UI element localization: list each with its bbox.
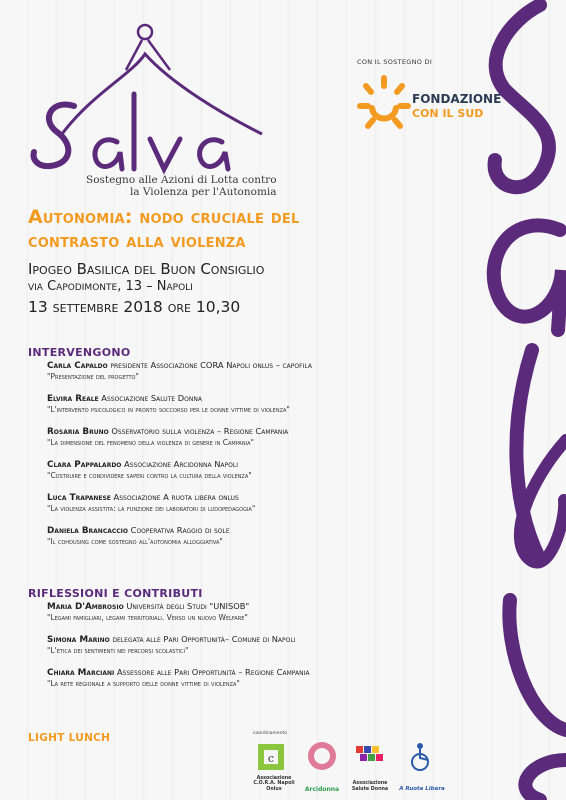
logo-subtitle <box>86 174 277 198</box>
speaker-talk: "Presentazione del progetto" <box>47 372 139 381</box>
speaker-role: Osservatorio sulla violenza – Regione Campania <box>111 426 289 436</box>
speaker-name: Chiara Marciani <box>47 668 115 678</box>
speaker-item <box>47 492 467 514</box>
arcidonna-logo-icon <box>298 738 346 778</box>
partner-logos <box>250 738 460 794</box>
speaker-name: Luca Trapanese <box>47 493 111 503</box>
speaker-role: Associazione Arcidonna Napoli <box>124 459 238 469</box>
speaker-talk: "La rete regionale a supporto delle donne vittime di violenza" <box>47 679 240 688</box>
sponsor-name-sub: CON IL SUD <box>412 107 484 120</box>
a-ruota-libera-logo <box>398 738 446 794</box>
speaker-item <box>47 525 467 547</box>
speaker-item <box>47 634 467 656</box>
partners-label: coordinamento <box>253 731 287 736</box>
event-title-line2: contrasto alla violenza <box>28 230 246 252</box>
section-heading-riflessioni: RIFLESSIONI E CONTRIBUTI <box>28 587 203 600</box>
speaker-name: Clara Pappalardo <box>47 460 122 470</box>
speaker-role: delegata alle Pari Opportunità– Comune di Napoli <box>112 634 296 644</box>
speaker-role: Università degli Studi "UNISOB" <box>126 601 250 611</box>
event-date: 13 settembre 2018 ore 10,30 <box>28 298 241 316</box>
speaker-item <box>47 667 467 689</box>
event-address: via Capodimonte, 13 – Napoli <box>28 279 193 294</box>
event-venue: Ipogeo Basilica del Buon Consiglio <box>28 260 265 278</box>
speaker-item <box>47 426 467 448</box>
speaker-role: Associazione A ruota libera onlus <box>113 492 239 502</box>
speaker-talk: "La dimensione del fenomeno della violenza di genere in Campania" <box>47 438 254 447</box>
speaker-talk: "Costruire e condividere saperi contro la cultura della violenza" <box>47 471 252 480</box>
salute-donna-caption: Associazione Salute Donna <box>351 781 389 792</box>
logo-subtitle-line2: la Violenza per l'Autonomia <box>129 186 277 198</box>
svg-text:c: c <box>267 752 275 765</box>
logo-subtitle-line1: Sostegno alle Azioni di Lotta contro <box>86 174 277 186</box>
speaker-item <box>47 360 467 382</box>
event-title <box>28 205 458 253</box>
speaker-role: Assessore alle Pari Opportunità – Regione Campania <box>116 667 310 677</box>
speaker-name: Simona Marino <box>47 635 110 645</box>
sponsor-name: FONDAZIONE <box>412 92 502 106</box>
speaker-talk: "La violenza assistita: la funzione dei laboratori di ludopedagogia" <box>47 504 256 513</box>
speaker-name: Maria D'Ambrosio <box>47 602 124 612</box>
arcidonna-caption: Arcidonna <box>304 785 340 793</box>
a-ruota-libera-caption: A Ruota Libera <box>399 785 445 792</box>
salute-donna-logo <box>346 738 394 794</box>
speaker-name: Carla Capaldo <box>47 361 108 371</box>
speaker-item <box>47 393 467 415</box>
arcidonna-logo <box>298 738 346 794</box>
speaker-role: presidente Associazione CORA Napoli onlus – capofila <box>110 360 312 370</box>
speaker-talk: "Legami famigliari, legami territoriali. Verso un nuovo Welfare" <box>47 613 248 622</box>
speaker-name: Rosaria Bruno <box>47 427 109 437</box>
cora-logo-icon <box>250 738 298 774</box>
event-title-line1: Autonomia: nodo cruciale del <box>28 206 300 228</box>
speakers-list-1 <box>47 360 467 547</box>
light-lunch-label: LIGHT LUNCH <box>28 732 111 744</box>
speaker-role: Cooperativa Raggio di sole <box>130 525 230 535</box>
speaker-name: Daniela Brancaccio <box>47 526 129 536</box>
speaker-name: Elvira Reale <box>47 394 99 404</box>
speaker-talk: "L'intervento psicologico in pronto soccorso per le donne vittime di violenza" <box>47 405 290 414</box>
speaker-item <box>47 601 467 623</box>
cora-logo <box>250 738 298 794</box>
section-heading-intervengono: INTERVENGONO <box>28 346 131 359</box>
sponsor-label: CON IL SOSTEGNO DI <box>357 58 433 66</box>
salute-donna-logo-icon <box>346 738 394 774</box>
a-ruota-libera-logo-icon <box>398 738 446 778</box>
speaker-item <box>47 459 467 481</box>
speaker-talk: "Il cohousing come sostegno all'autonomia alloggiativa" <box>47 537 223 546</box>
cora-caption: Associazione C.O.R.A. Napoli Onlus <box>253 775 295 792</box>
speakers-list-2 <box>47 601 467 689</box>
speaker-talk: "L'etica dei sentimenti nei percorsi scolastici" <box>47 646 189 655</box>
speaker-role: Associazione Salute Donna <box>101 393 202 403</box>
